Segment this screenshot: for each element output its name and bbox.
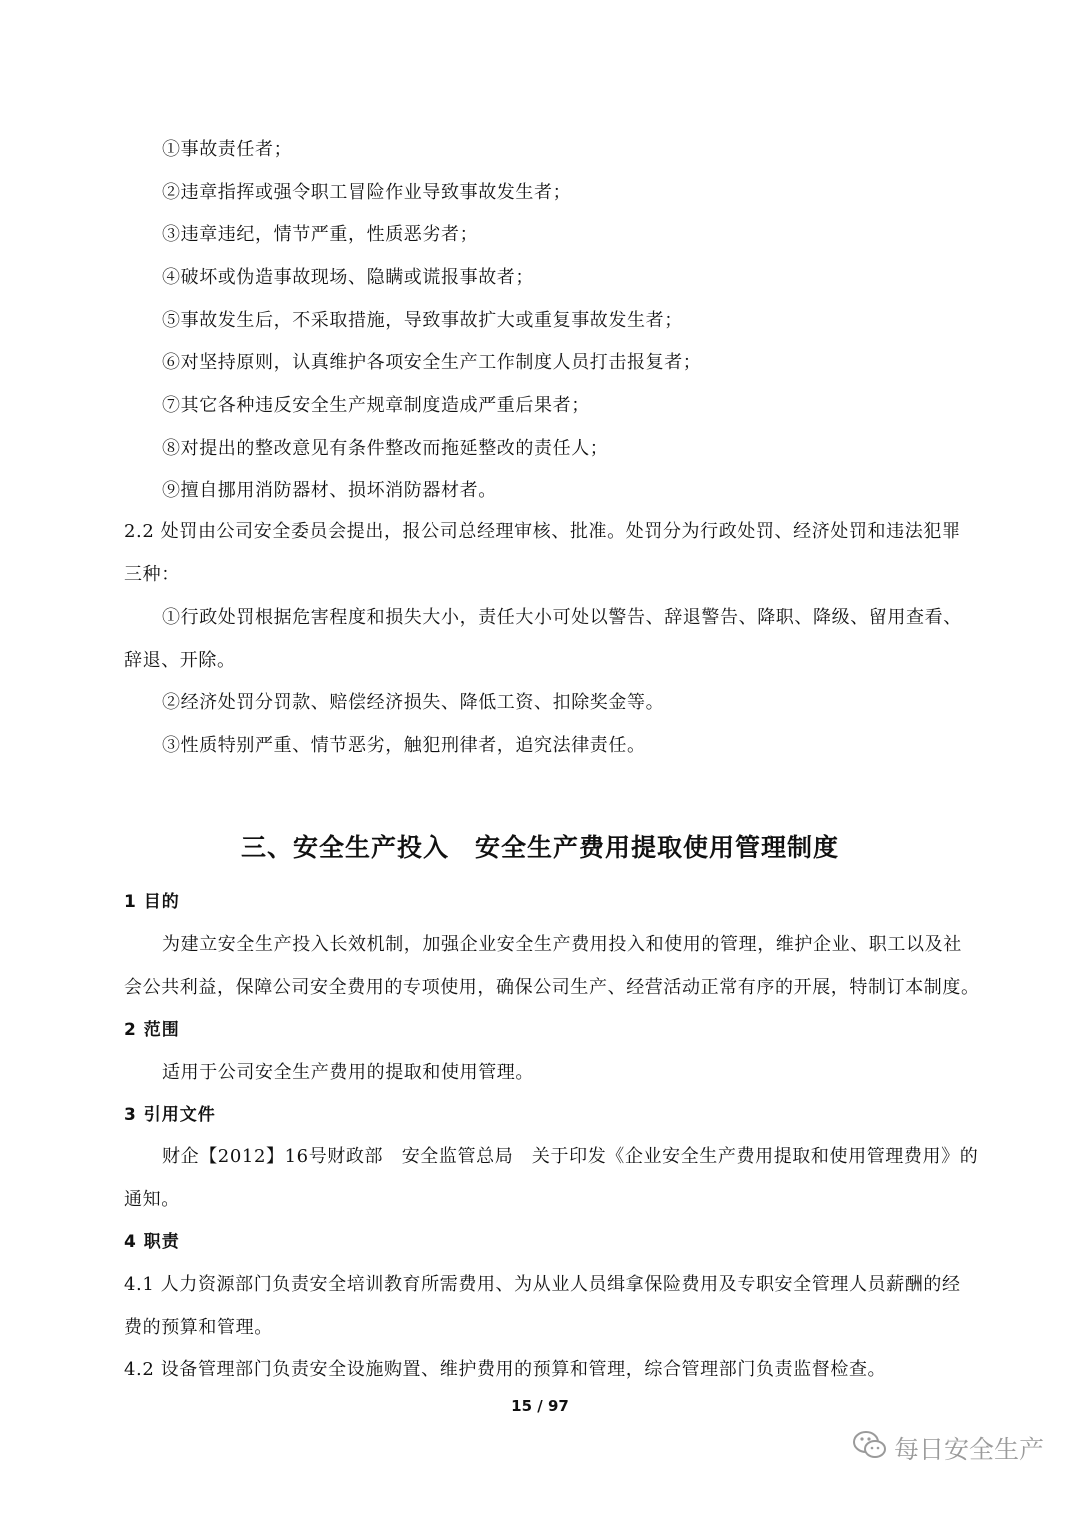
list1-item-4: ④破坏或伪造事故现场、隐瞒或谎报事故者； [162, 267, 534, 288]
s4-p2-line1: 4.2 设备管理部门负责安全设施购置、维护费用的预算和管理，综合管理部门负责监督检查。 [124, 1359, 887, 1380]
s1-heading: 1 目的 [124, 892, 180, 912]
s1-line2: 会公共利益，保障公司安全费用的专项使用，确保公司生产、经营活动正常有序的开展，特制订本制度。 [124, 977, 980, 998]
list1-item-3: ③违章违纪，情节严重，性质恶劣者； [162, 224, 479, 245]
list1-item-9: ⑨擅自挪用消防器材、损坏消防器材者。 [162, 480, 497, 501]
list1-item-5: ⑤事故发生后，不采取措施，导致事故扩大或重复事故发生者； [162, 310, 683, 331]
s3-heading: 3 引用文件 [124, 1105, 216, 1125]
section-title: 三、安全生产投入 安全生产费用提取使用管理制度 [240, 833, 839, 862]
s1-line1: 为建立安全生产投入长效机制，加强企业安全生产费用投入和使用的管理，维护企业、职工以及社 [162, 934, 962, 955]
s4-p1-line1: 4.1 人力资源部门负责安全培训教育所需费用、为从业人员缉拿保险费用及专职安全管理人员薪酬的经 [124, 1274, 961, 1295]
page-number: 15 / 97 [511, 1397, 569, 1415]
list1-item-7: ⑦其它各种违反安全生产规章制度造成严重后果者； [162, 395, 590, 416]
wechat-icon [852, 1429, 888, 1467]
list2-item-3: ③性质特别严重、情节恶劣，触犯刑律者，追究法律责任。 [162, 735, 646, 756]
s4-p1-line2: 费的预算和管理。 [124, 1317, 273, 1338]
watermark-text: 每日安全生产 [893, 1435, 1044, 1464]
watermark [852, 1428, 1044, 1468]
list1-item-6: ⑥对坚持原则，认真维护各项安全生产工作制度人员打击报复者； [162, 352, 702, 373]
s2-line1: 适用于公司安全生产费用的提取和使用管理。 [162, 1062, 534, 1083]
s3-line2: 通知。 [124, 1189, 180, 1210]
list2-item-2: ②经济处罚分罚款、赔偿经济损失、降低工资、扣除奖金等。 [162, 692, 665, 713]
s2-heading: 2 范围 [124, 1020, 180, 1040]
list2-item-1-line1: ①行政处罚根据危害程度和损失大小，责任大小可处以警告、辞退警告、降职、降级、留用查看、 [162, 607, 962, 628]
s3-line1: 财企【2012】16号财政部 安全监管总局 关于印发《企业安全生产费用提取和使用管理费用》的 [162, 1146, 979, 1167]
para-2-2-line1: 2.2 处罚由公司安全委员会提出，报公司总经理审核、批准。处罚分为行政处罚、经济处罚和违法犯罪 [124, 521, 961, 542]
list2-item-1-line2: 辞退、开除。 [124, 650, 236, 671]
list1-item-8: ⑧对提出的整改意见有条件整改而拖延整改的责任人； [162, 438, 609, 459]
s4-heading: 4 职责 [124, 1232, 180, 1252]
list1-item-2: ②违章指挥或强令职工冒险作业导致事故发生者； [162, 182, 572, 203]
list1-item-1: ①事故责任者； [162, 139, 293, 160]
para-2-2-line2: 三种： [124, 564, 180, 585]
